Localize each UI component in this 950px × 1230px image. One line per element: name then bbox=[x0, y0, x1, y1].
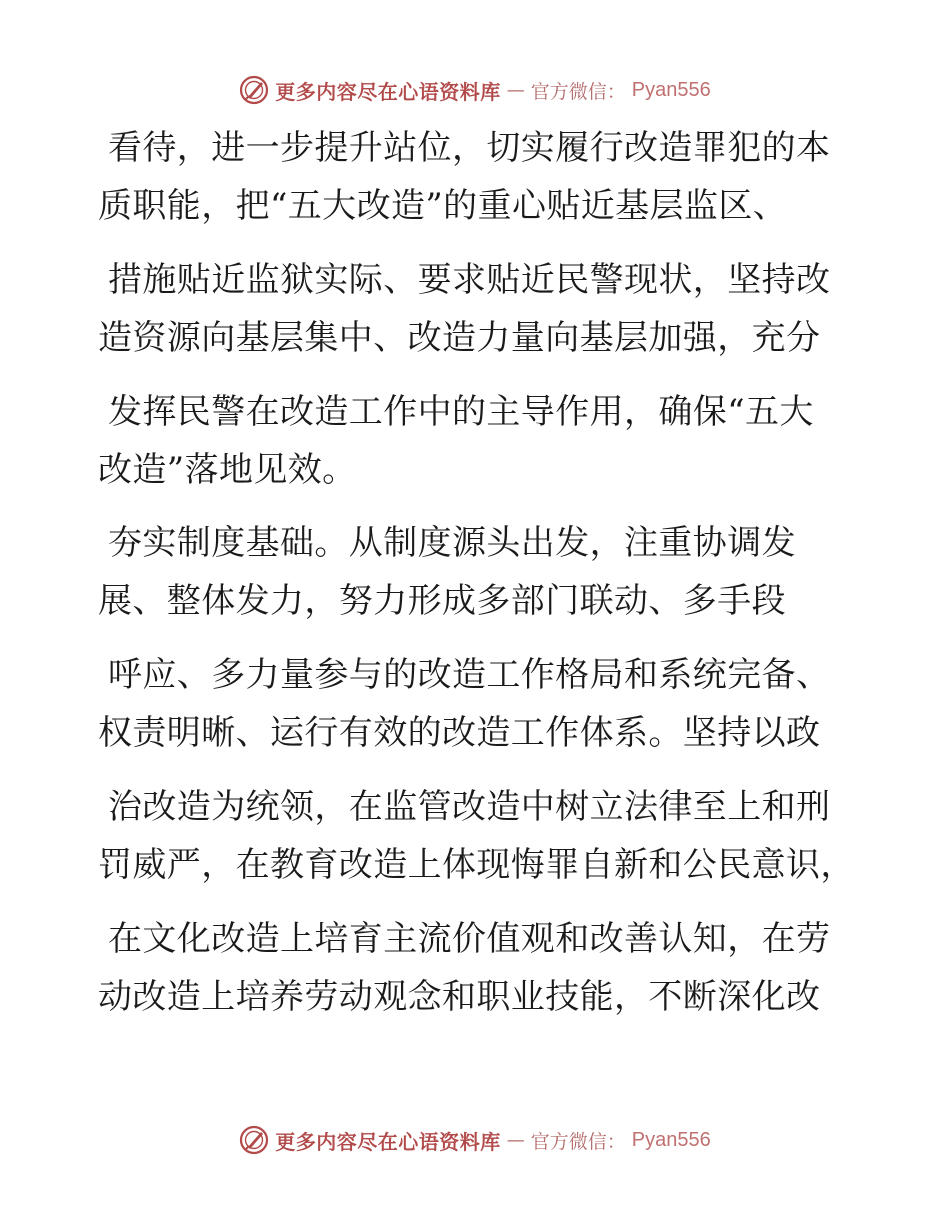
quill-logo-icon bbox=[239, 75, 269, 105]
text-line: 质职能，把“五大改造”的重心贴近基层监区、 bbox=[98, 186, 788, 226]
quill-logo-icon bbox=[239, 1125, 269, 1155]
brand-text: 更多内容尽在心语资料库 bbox=[275, 1129, 501, 1154]
text-line: 呼应、多力量参与的改造工作格局和系统完备、 bbox=[108, 655, 831, 695]
brand-text: 更多内容尽在心语资料库 bbox=[275, 79, 501, 104]
text-line: 在文化改造上培育主流价值观和改善认知，在劳 bbox=[108, 919, 831, 959]
header-banner bbox=[0, 70, 950, 110]
wechat-label: 官方微信： bbox=[530, 1130, 626, 1153]
banner-dash: — bbox=[506, 1129, 525, 1151]
text-line: 看待，进一步提升站位，切实履行改造罪犯的本 bbox=[108, 128, 831, 168]
text-line: 发挥民警在改造工作中的主导作用，确保“五大 bbox=[108, 392, 814, 432]
text-line: 罚威严，在教育改造上体现悔罪自新和公民意识， bbox=[98, 845, 855, 885]
footer-banner bbox=[0, 1120, 950, 1160]
wechat-id: Pyan556 bbox=[631, 1128, 711, 1151]
text-line: 措施贴近监狱实际、要求贴近民警现状，坚持改 bbox=[108, 260, 831, 300]
text-line: 改造”落地见效。 bbox=[98, 450, 357, 490]
text-line: 夯实制度基础。从制度源头出发，注重协调发 bbox=[108, 523, 796, 563]
text-line: 造资源向基层集中、改造力量向基层加强，充分 bbox=[98, 318, 821, 358]
banner-dash: — bbox=[506, 79, 525, 101]
text-line: 动改造上培养劳动观念和职业技能，不断深化改 bbox=[98, 977, 821, 1017]
text-line: 治改造为统领，在监管改造中树立法律至上和刑 bbox=[108, 787, 831, 827]
text-line: 展、整体发力，努力形成多部门联动、多手段 bbox=[98, 581, 786, 621]
wechat-id: Pyan556 bbox=[631, 78, 711, 101]
wechat-label: 官方微信： bbox=[530, 80, 626, 103]
text-line: 权责明晰、运行有效的改造工作体系。坚持以政 bbox=[98, 713, 821, 753]
